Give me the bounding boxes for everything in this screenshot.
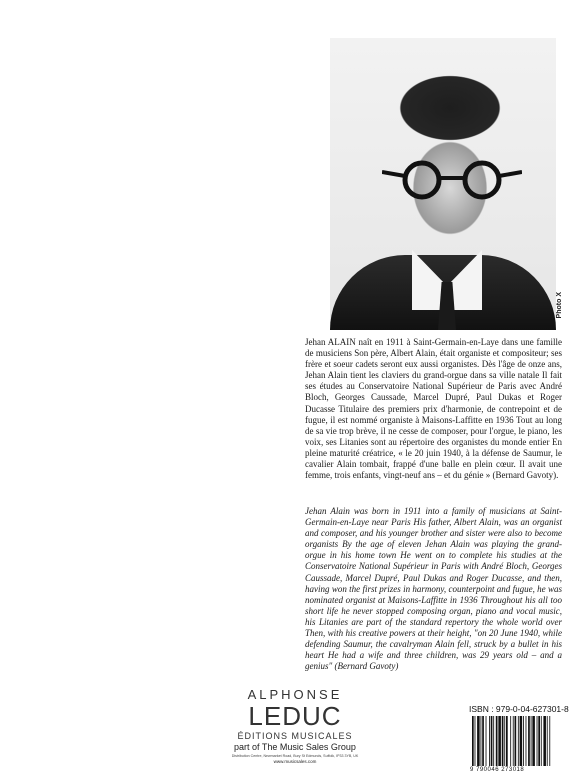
publisher-name: LEDUC [248, 701, 342, 731]
barcode-bar [489, 716, 490, 766]
portrait-photo [330, 38, 556, 330]
barcode-bar [475, 716, 476, 766]
photo-credit: Photo X [556, 292, 563, 319]
barcode-bar [531, 716, 532, 766]
barcode-bar [541, 716, 542, 766]
publisher-url: www.musicsales.com [273, 759, 317, 764]
barcode-number: 9 790046 273018 [470, 767, 525, 773]
barcode-bar [520, 716, 523, 766]
barcode-bar [532, 716, 535, 766]
barcode-bar [538, 716, 540, 766]
barcode-bar [523, 716, 524, 766]
barcode-bar [515, 716, 517, 766]
glasses-icon [382, 158, 522, 202]
barcode-bar [543, 716, 546, 766]
barcode-bar [518, 716, 519, 766]
barcode-bar [498, 716, 501, 766]
barcode-bar [472, 716, 474, 766]
publisher-editions: ÉDITIONS MUSICALES [237, 731, 353, 741]
barcode-bar [537, 716, 538, 766]
barcode-bar [481, 716, 482, 766]
barcode-icon [470, 716, 578, 766]
biography-english: Jehan Alain was born in 1911 into a family of musicians at Saint-Germain-en-Laye near Paris His father, Albert Alain, was an organist and composer, and his younger brother and sister were also to become organists By the age of eleven Jehan Alain was playing the grand-orgue in his home town He went on to complete his studies at the Conservatoire National Supérieur in Paris with André Bloch, Georges Caussade, Marcel Dupré, Paul Dukas and Roger Ducasse, and then, having won the first prizes in harmony, counterpoint and fugue, he was nominated organist at Maisons-Laffitte in 1936 Throughout his all too short life he never stopped composing organ, piano and vocal music, his Litanies are part of the standard repertory the whole world over Then, with his creative powers at their height, "on 20 June 1940, while defending Saumur, the cavalryman Alain fell, struck by a bullet in his heart He had a wife and three children, was 29 years old – and a genius" (Bernard Gavoty) [305, 506, 562, 672]
barcode-bar [513, 716, 514, 766]
barcode-bar [506, 716, 508, 766]
barcode-bar [477, 716, 480, 766]
barcode-bar [482, 716, 484, 766]
publisher-address: Distribution Centre, Newmarket Road, Bury St Edmunds, Suffolk, IP33 3YB, UK [231, 754, 359, 758]
barcode-bar [504, 716, 505, 766]
biography-french: Jehan ALAIN naît en 1911 à Saint-Germain-en-Laye dans une famille de musiciens Son père, Albert Alain, était organiste et compositeur; ses frère et soeur cadets seront eux aussi organistes. Dès l'âge de onze ans, Jehan Alain tient les claviers du grand-orgue dans sa ville natale Il fait ses études au Conservatoire National Supérieur de Paris avec André Bloch, Georges Caussade, Marcel Dupré, Paul Dukas et Roger Ducasse Titulaire des premiers prix d'harmonie, de contrepoint et de fugue, il est nommé organiste à Maisons-Laffitte en 1936 Tout au long de sa vie trop brève, il ne cesse de composer, pour l'orgue, le piano, les voix, ses Litanies sont au répertoire des organistes du monde entier En pleine maturité créatrice, « le 20 juin 1940, à la défense de Saumur, le cavalier Alain tombait, frappé d'une balle en plein cœur. Il avait une femme, trois enfants, vingt-neuf ans – et du génie » (Bernard Gavoty). [305, 337, 562, 481]
barcode-bar [510, 716, 511, 766]
publisher-logo [220, 688, 370, 765]
barcode-bar [502, 716, 504, 766]
barcode-bar [493, 716, 494, 766]
barcode-bar [528, 716, 530, 766]
barcode-bar [549, 716, 550, 766]
isbn-label: ISBN : 979-0-04-627301-8 [469, 704, 569, 714]
barcode-bar [526, 716, 527, 766]
barcode-bar [491, 716, 493, 766]
barcode-bar [486, 716, 487, 766]
barcode-bar [496, 716, 498, 766]
publisher-group: part of The Music Sales Group [234, 742, 356, 752]
publisher-first-name: ALPHONSE [247, 687, 343, 702]
barcode-bar [547, 716, 548, 766]
